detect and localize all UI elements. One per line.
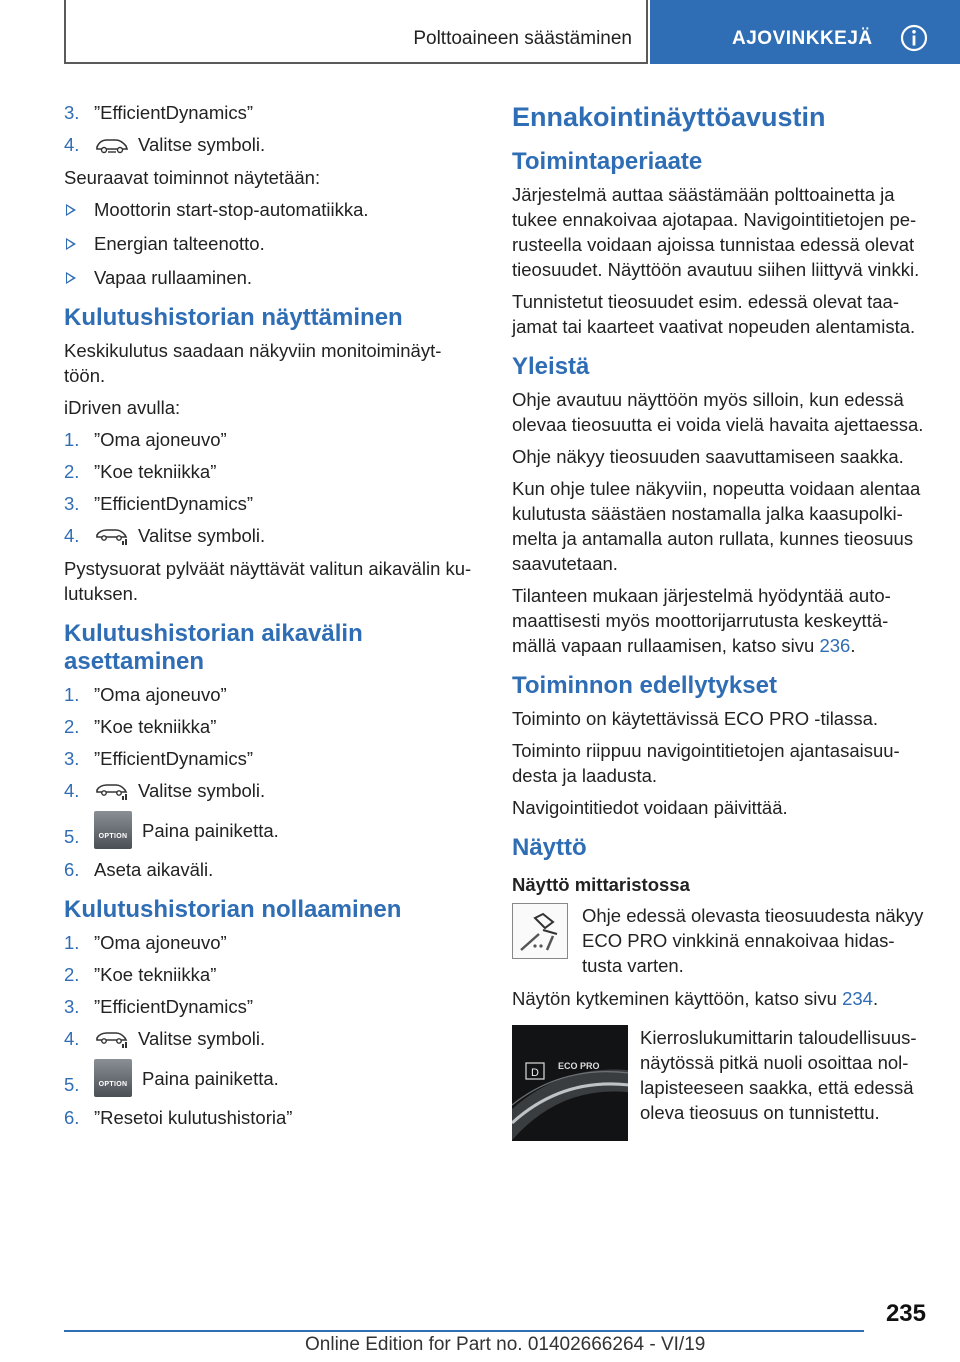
section-heading: Toiminnon edellytykset [512,672,777,699]
list-item [64,491,478,516]
step-text: Valitse symboli. [138,134,266,155]
tachometer-gauge-icon [512,1025,628,1141]
bullet-item [64,265,478,290]
feature-bullets [64,197,478,290]
list-item [64,746,478,771]
option-button-icon [94,811,132,849]
section-title: Polttoaineen säästäminen [413,28,632,49]
page-number: 235 [885,1300,926,1327]
list-item [64,962,478,987]
step-number: 3. [64,493,80,514]
step-number: 3. [64,996,80,1017]
list-item [64,778,478,803]
paragraph: Ohje näkyy tieosuuden saavuttamiseen saakka. [512,446,904,467]
step-number: 1. [64,932,80,953]
anticipation-hint-icon [512,903,568,959]
step-number: 2. [64,964,80,985]
list-item [64,523,478,548]
section-heading: Toimintaperiaate [512,148,703,175]
bullet-item [64,231,478,256]
list-item [64,810,478,850]
section-heading: Kulutushistorian nollaaminen [64,896,402,923]
steps-reset [64,930,478,1130]
info-icon[interactable] [900,24,928,52]
header-section-box [64,0,648,64]
paragraph [512,986,932,1011]
bullet-item [64,197,478,222]
intro-paragraph: Seuraavat toiminnot näytetään: [64,167,321,188]
step-number: 3. [64,748,80,769]
sub-heading: Näyttö mittaristossa [512,874,690,895]
paragraph-text: Tilanteen mukaan järjestelmä hyödyntää auto-maattisesti myös moottorijarrutusta keskeyttä-mällä vapaan rullaamisen, katso sivu [512,585,891,656]
paragraph: Ohje avautuu näyttöön myös silloin, kun edessä olevaa tieosuutta ei voida vielä havaita ajettaessa. [512,389,924,435]
step-number: 6. [64,1107,80,1128]
left-column [64,100,478,1138]
list-item [64,1058,478,1098]
step-number: 2. [64,461,80,482]
step-text: ”EfficientDynamics” [94,748,254,769]
step-number: 5. [64,826,80,847]
paragraph: Järjestelmä auttaa säästämään polttoainetta ja tukee ennakoivaa ajotapaa. Navigointitietojen pe-rusteella voidaan ajoissa tunnistaa edessä olevat tieosuudet. Näyttöön avautuu siihen liittyvä vinkki. [512,184,920,280]
list-item [64,100,478,125]
consumption-history-icon [94,526,130,546]
list-item [64,1026,478,1051]
option-button-label: OPTION [98,1081,128,1088]
photo-figure-row [512,1025,932,1141]
photo-caption: Kierroslukumittarin taloudellisuus-näytössä pitkä nuoli osoittaa nol-lapisteeseen saakka, että edessä oleva tieosuus on tunnistettu. [640,1027,917,1123]
list-item [64,994,478,1019]
step-text: ”Oma ajoneuvo” [94,932,227,953]
paragraph-text: . [872,988,879,1009]
step-text: Paina painiketta. [142,1067,279,1089]
car-icon [94,135,130,155]
paragraph-text: Näytön kytkeminen käyttöön, katso sivu [512,988,843,1009]
step-text: Paina painiketta. [142,819,279,841]
step-number: 4. [64,134,80,155]
steps-show [64,427,478,548]
paragraph [512,583,932,658]
list-item [64,930,478,955]
list-item [64,459,478,484]
consumption-history-icon [94,781,130,801]
footer-rule [64,1330,864,1332]
list-item [64,857,478,882]
step-text: Aseta aikaväli. [94,859,214,880]
list-item [64,132,478,157]
list-item [64,682,478,707]
step-text: ”Koe tekniikka” [94,461,217,482]
page-link[interactable]: 234 [842,988,873,1009]
step-number: 4. [64,780,80,801]
gear-indicator: D [531,1067,539,1079]
step-text: ”Koe tekniikka” [94,716,217,737]
steps-interval [64,682,478,882]
step-number: 2. [64,716,80,737]
step-number: 4. [64,1028,80,1049]
paragraph: Tunnistetut tieosuudet esim. edessä olevat taa-jamat tai kaarteet vaativat nopeuden alentamista. [512,291,916,337]
step-text: ”Resetoi kulutushistoria” [94,1107,293,1128]
step-number: 6. [64,859,80,880]
step-text: Valitse symboli. [138,1028,266,1049]
tachometer-photo [512,1025,628,1141]
section-heading: Näyttö [512,834,587,861]
option-button-label: OPTION [98,833,128,840]
paragraph: Toiminto on käytettävissä ECO PRO -tilassa. [512,708,879,729]
bullet-text: Moottorin start-stop-automatiikka. [94,199,369,220]
triangle-bullet-icon [66,272,76,284]
eco-pro-label: ECO PRO [558,1061,600,1071]
section-heading: Kulutushistorian näyttäminen [64,304,403,331]
section-heading: Yleistä [512,353,590,380]
step-text: ”EfficientDynamics” [94,493,254,514]
paragraph-text: . [850,635,856,656]
paragraph: Kun ohje tulee näkyviin, nopeutta voidaan alentaa kulutusta säästäen nostamalla jalka kaasupolki-melta ja antamalla auton rullata, kunnes tieosuus saavutetaan. [512,478,921,574]
triangle-bullet-icon [66,238,76,250]
page-title: Ennakointinäyttöavustin [512,102,826,132]
paragraph: Pystysuorat pylväät näyttävät valitun aikavälin ku-lutuksen. [64,558,472,604]
triangle-bullet-icon [66,204,76,216]
page-link[interactable]: 236 [819,635,851,656]
step-number: 3. [64,102,80,123]
step-text: ”Oma ajoneuvo” [94,684,227,705]
chapter-tab[interactable] [650,0,960,64]
paragraph: Toiminto riippuu navigointitietojen ajantasaisuu-desta ja laadusta. [512,740,900,786]
step-text: ”EfficientDynamics” [94,102,254,123]
consumption-history-icon [94,1029,130,1049]
bullet-text: Energian talteenotto. [94,233,265,254]
option-button-icon [94,1059,132,1097]
step-number: 1. [64,429,80,450]
list-item [64,427,478,452]
step-text: ”Koe tekniikka” [94,964,217,985]
step-text: ”EfficientDynamics” [94,996,254,1017]
icon-caption: Ohje edessä olevasta tieosuudesta näkyy ECO PRO vinkkinä ennakoivaa hidas-tusta varten. [582,905,924,976]
step-number: 1. [64,684,80,705]
step-text: Valitse symboli. [138,780,266,801]
bullet-text: Vapaa rullaaminen. [94,267,253,288]
intro-steps [64,100,478,157]
paragraph: Keskikulutus saadaan näkyviin monitoiminäyt-töön. [64,340,442,386]
edition-text: Online Edition for Part no. 01402666264 - VI/19 [305,1334,706,1355]
chapter-label: AJOVINKKEJÄ [732,28,873,49]
paragraph: Navigointitiedot voidaan päivittää. [512,797,788,818]
section-heading: Kulutushistorian aikavälin asettaminen [64,620,363,675]
right-column [512,100,932,1149]
paragraph: iDriven avulla: [64,397,181,418]
step-text: Valitse symboli. [138,525,266,546]
icon-figure-row [512,903,932,978]
step-number: 4. [64,525,80,546]
list-item [64,714,478,739]
step-number: 5. [64,1074,80,1095]
list-item [64,1105,478,1130]
step-text: ”Oma ajoneuvo” [94,429,227,450]
